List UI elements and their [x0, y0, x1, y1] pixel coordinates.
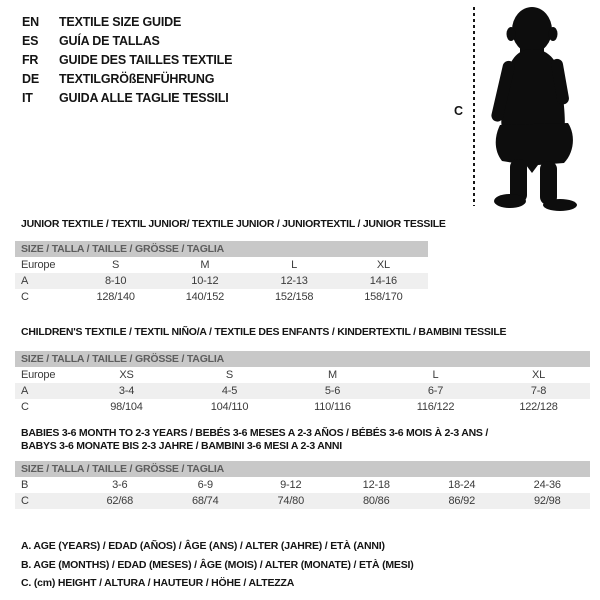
language-code: FR: [22, 52, 39, 67]
language-label: GUÍA DE TALLAS: [59, 34, 160, 49]
table-cell: Europe: [21, 259, 56, 271]
table-cell: XL: [531, 369, 546, 381]
table-cell: 12-18: [362, 479, 390, 491]
language-row-it: [22, 88, 232, 107]
table-cell: 4-5: [221, 385, 238, 397]
table-cell: 92/98: [533, 495, 561, 507]
language-row-fr: [22, 51, 232, 70]
language-code: EN: [22, 15, 39, 30]
table-cell: C: [21, 291, 29, 303]
table-row: [15, 273, 428, 289]
table-row: [15, 289, 428, 305]
table-cell: 7-8: [530, 385, 547, 397]
size-header-bar: SIZE / TALLA / TAILLE / GRÖSSE / TAGLIA: [15, 461, 590, 477]
table-row: [15, 241, 428, 257]
table-cell: M: [200, 259, 210, 271]
baby-silhouette: [480, 3, 594, 211]
table-cell: 98/104: [110, 401, 143, 413]
table-cell: S: [225, 369, 234, 381]
language-row-de: [22, 69, 232, 88]
table-cell: 68/74: [191, 495, 219, 507]
table-row: [15, 493, 590, 509]
legend-line-b: B. AGE (MONTHS) / EDAD (MESES) / ÂGE (MOIS) / ALTER (MONATE) / ETÀ (MESI): [21, 558, 414, 571]
table-cell: 5-6: [324, 385, 341, 397]
legend-line-a: A. AGE (YEARS) / EDAD (AÑOS) / ÂGE (ANS) / ALTER (JAHRE) / ETÀ (ANNI): [21, 540, 385, 552]
table-cell: B: [21, 479, 29, 491]
table-row: [15, 461, 590, 477]
table-cell: 8-10: [105, 275, 127, 287]
language-row-es: [22, 32, 232, 51]
table-cell: 6-9: [197, 479, 213, 491]
measure-legend: [21, 537, 414, 593]
language-label: GUIDE DES TAILLES TEXTILE: [59, 52, 233, 67]
table-cell: S: [112, 259, 120, 271]
table-cell: 62/68: [106, 495, 134, 507]
language-code: DE: [22, 71, 39, 86]
table-cell: 128/140: [96, 291, 135, 303]
height-figure: [440, 0, 600, 215]
table-cell: Europe: [21, 369, 56, 381]
size-header-bar: SIZE / TALLA / TAILLE / GRÖSSE / TAGLIA: [15, 351, 590, 367]
table-cell: 12-13: [280, 275, 308, 287]
table-cell: 158/170: [364, 291, 403, 303]
table-cell: 3-4: [118, 385, 135, 397]
language-label: GUIDA ALLE TAGLIE TESSILI: [59, 90, 229, 105]
junior-table-title: JUNIOR TEXTILE / TEXTIL JUNIOR/ TEXTILE JUNIOR / JUNIORTEXTIL / JUNIOR TESSILE: [21, 218, 446, 230]
table-cell: XS: [119, 369, 134, 381]
table-cell: C: [21, 401, 29, 413]
language-label: TEXTILE SIZE GUIDE: [59, 15, 182, 30]
table-cell: 6-7: [427, 385, 444, 397]
height-dashed-line: [473, 7, 475, 206]
table-cell: 10-12: [191, 275, 219, 287]
table-cell: 122/128: [519, 401, 558, 413]
table-cell: C: [21, 495, 29, 507]
children-size-table: [15, 351, 590, 415]
language-code: IT: [22, 90, 33, 105]
language-code: ES: [22, 34, 39, 49]
table-row: [15, 351, 590, 367]
table-cell: M: [328, 369, 337, 381]
language-row-en: [22, 13, 232, 32]
table-cell: 74/80: [277, 495, 305, 507]
height-label-c: C: [454, 104, 464, 118]
table-row: [15, 383, 590, 399]
babies-table-title: BABIES 3-6 MONTH TO 2-3 YEARS / BEBÉS 3-6 MESES A 2-3 AÑOS / BÉBÉS 3-6 MOIS À 2-3 ANS / BABYS 3-6 MONATE BIS 2-3 JAHRE / BAMBINI 3-6 MESI A 2-3 ANNI: [21, 427, 489, 452]
table-cell: A: [21, 275, 29, 287]
language-list: [22, 13, 232, 107]
table-cell: L: [432, 369, 439, 381]
table-row: [15, 399, 590, 415]
language-label: TEXTILGRÖßENFÜHRUNG: [59, 71, 215, 86]
table-cell: 104/110: [210, 401, 249, 413]
table-cell: 3-6: [112, 479, 128, 491]
table-cell: 86/92: [448, 495, 476, 507]
babies-size-table: [15, 461, 590, 509]
children-table-title: CHILDREN'S TEXTILE / TEXTIL NIÑO/A / TEXTILE DES ENFANTS / KINDERTEXTIL / BAMBINI TESSILE: [21, 326, 507, 338]
table-cell: A: [21, 385, 29, 397]
junior-size-table: [15, 241, 428, 305]
table-row: [15, 257, 428, 273]
table-cell: 24-36: [533, 479, 561, 491]
table-row: [15, 367, 590, 383]
legend-line-c: C. (cm) HEIGHT / ALTURA / HAUTEUR / HÖHE / ALTEZZA: [21, 577, 295, 590]
table-cell: L: [291, 259, 298, 271]
table-cell: 116/122: [416, 401, 455, 413]
size-header-bar: SIZE / TALLA / TAILLE / GRÖSSE / TAGLIA: [15, 241, 428, 257]
table-cell: XL: [376, 259, 390, 271]
table-cell: 14-16: [369, 275, 397, 287]
table-cell: 152/158: [274, 291, 314, 303]
table-cell: 18-24: [448, 479, 476, 491]
table-row: [15, 477, 590, 493]
table-cell: 80/86: [362, 495, 390, 507]
table-cell: 9-12: [280, 479, 302, 491]
table-cell: 140/152: [185, 291, 225, 303]
table-cell: 110/116: [314, 401, 351, 413]
